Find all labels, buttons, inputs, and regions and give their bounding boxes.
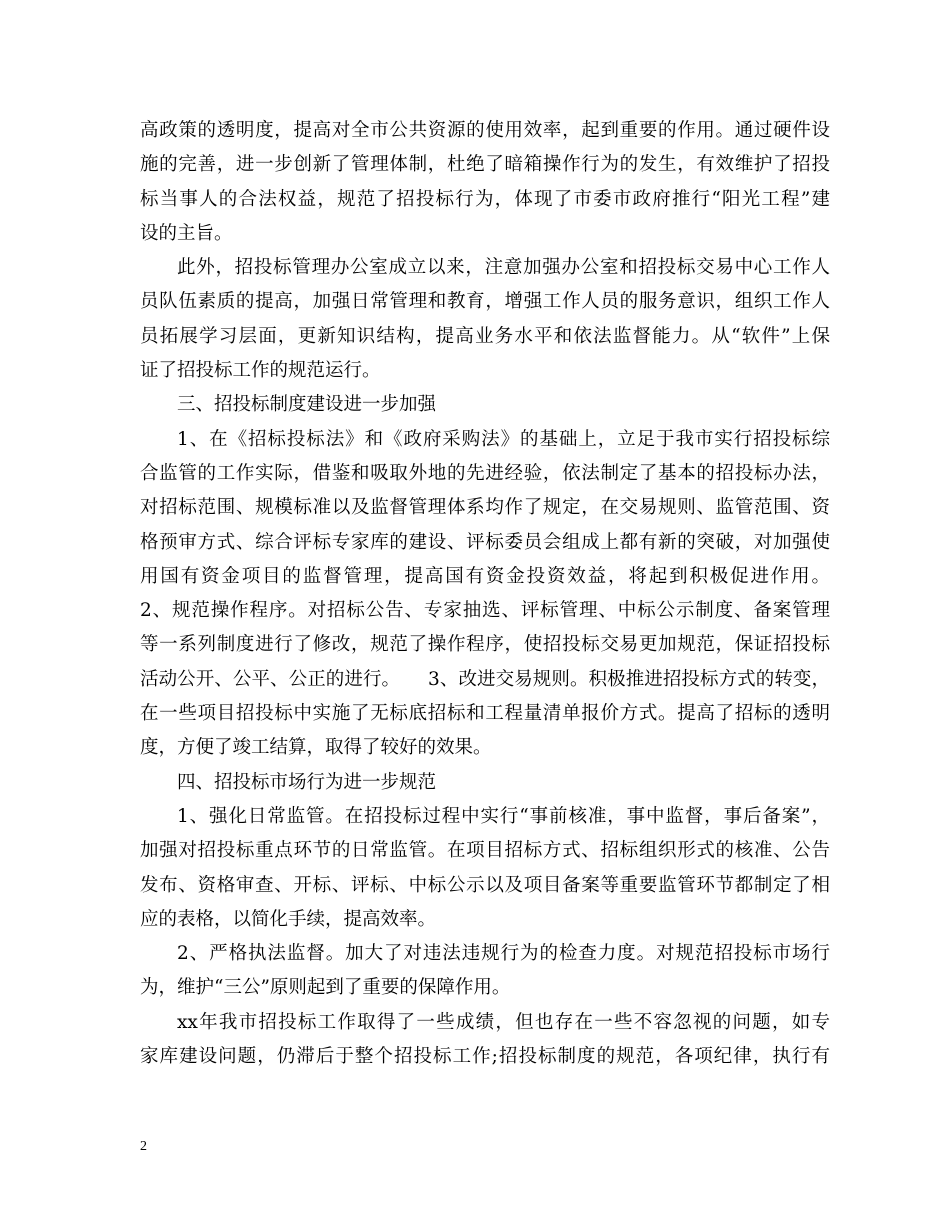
text-line: 格预审方式、综合评标专家库的建设、评标委员会组成上都有新的突破，对加强使 [140, 531, 830, 553]
text-line: 活动公开、公平、公正的进行。 3、改进交易规则。积极推进招投标方式的转变， [140, 668, 830, 690]
text-line: 证了招投标工作的规范运行。 [140, 360, 381, 382]
text-line: 员队伍素质的提高，加强日常管理和教育，增强工作人员的服务意识，组织工作人 [140, 291, 830, 313]
text-line: 施的完善，进一步创新了管理体制，杜绝了暗箱操作行为的发生，有效维护了招投 [140, 154, 830, 176]
text-line: 设的主旨。 [140, 222, 233, 244]
text-line: 为，维护“三公”原则起到了重要的保障作用。 [140, 977, 511, 999]
text-line: 家库建设问题，仍滞后于整个招投标工作;招投标制度的规范，各项纪律，执行有 [140, 1046, 830, 1068]
text-line: 加强对招投标重点环节的日常监管。在项目招标方式、招标组织形式的核准、公告 [140, 840, 830, 862]
text-line: xx年我市招投标工作取得了一些成绩，但也存在一些不容忽视的问题，如专 [177, 1011, 830, 1033]
text-line: 应的表格，以简化手续，提高效率。 [140, 908, 437, 930]
text-line: 标当事人的合法权益，规范了招投标行为，体现了市委市政府推行“阳光工程”建 [140, 188, 830, 210]
text-line: 1、在《招标投标法》和《政府采购法》的基础上，立足于我市实行招投标综 [177, 428, 830, 450]
text-line: 对招标范围、规模标准以及监督管理体系均作了规定，在交易规则、监管范围、资 [140, 497, 830, 519]
document-body [140, 114, 830, 1074]
text-line: 合监管的工作实际，借鉴和吸取外地的先进经验，依法制定了基本的招投标办法， [140, 462, 830, 484]
text-line: 用国有资金项目的监督管理，提高国有资金投资效益，将起到积极促进作用。 [140, 565, 830, 587]
text-line: 1、强化日常监管。在招投标过程中实行“事前核准，事中监督，事后备案”， [177, 805, 830, 827]
page-number: 2 [140, 1139, 147, 1154]
text-line: 高政策的透明度，提高对全市公共资源的使用效率，起到重要的作用。通过硬件设 [140, 120, 830, 141]
text-line: 三、招投标制度建设进一步加强 [177, 394, 437, 416]
text-line: 在一些项目招投标中实施了无标底招标和工程量清单报价方式。提高了招标的透明 [140, 703, 830, 725]
text-line: 此外，招投标管理办公室成立以来，注意加强办公室和招投标交易中心工作人 [177, 257, 830, 279]
text-line: 四、招投标市场行为进一步规范 [177, 771, 437, 793]
text-line: 发布、资格审查、开标、评标、中标公示以及项目备案等重要监管环节都制定了相 [140, 874, 830, 896]
text-line: 2、规范操作程序。对招标公告、专家抽选、评标管理、中标公示制度、备案管理 [140, 600, 830, 622]
text-line: 员拓展学习层面，更新知识结构，提高业务水平和依法监督能力。从“软件”上保 [140, 325, 830, 347]
text-line: 等一系列制度进行了修改，规范了操作程序，使招投标交易更加规范，保证招投标 [140, 634, 830, 656]
text-line: 2、严格执法监督。加大了对违法违规行为的检查力度。对规范招投标市场行 [177, 943, 830, 965]
text-line: 度，方便了竣工结算，取得了较好的效果。 [140, 737, 492, 759]
